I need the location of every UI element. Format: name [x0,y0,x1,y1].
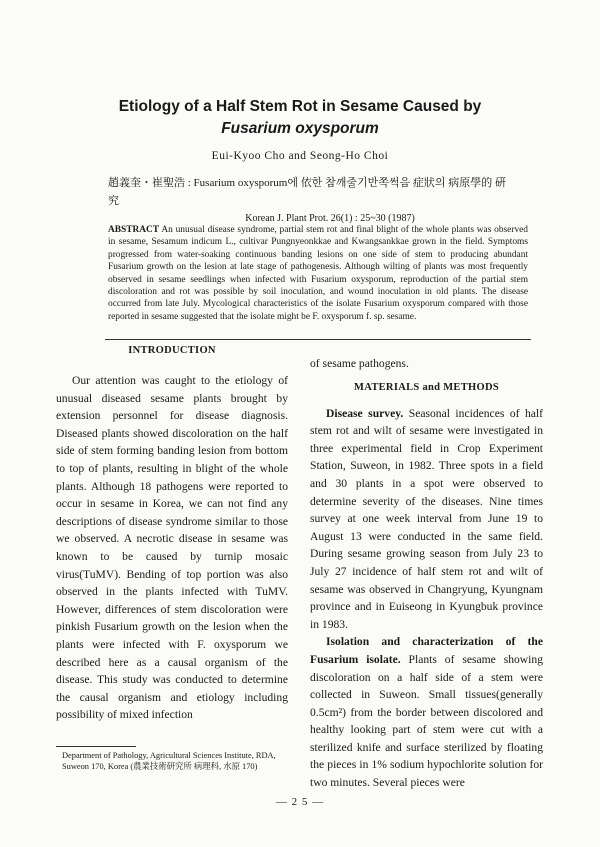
affiliation-footnote: Department of Pathology, Agricultural Sciences Institute, RDA, Suweon 170, Korea (農業技術研究所 病理科, 水原 170) [62,751,276,771]
title-line-2: Fusarium oxysporum [221,120,379,137]
left-column [56,372,288,724]
disease-survey-label: Disease survey. [326,406,404,420]
intro-continuation: of sesame pathogens. [310,357,409,370]
abstract [108,224,528,323]
isolation-text: Plants of sesame showing discoloration on a half side of a stem were collected in Suweon. Small tissues(generally 0.5cm²) from the border between discolored and healthy looking part of stem were cut with a sterilized knife and surface sterilized by floating the pieces in 1% sodium hypochlorite solution for two minutes. Several pieces were [310,652,543,790]
isolation-paragraph [310,633,543,791]
introduction-paragraph: Our attention was caught to the etiology of unusual diseased sesame plants brought by extension personnel for disease diagnosis. Diseased plants showed discoloration on the half side of stem forming banding lesion from bottom to top of plants, resulting in blight of the whole plants. Although 18 pathogens were reported to occur in sesame in Korea, we can not find any descriptions of disease syndrome similar to those we observed. A necrotic disease in sesame was known to be caused by turnip mosaic virus(TuMV). Bending of top portion was also observed in the plants infected with TuMV. However, differences of stem discoloration were pinkish Fusarium growth on the lesion when the plants were infected with F. oxysporum we described here as a causal organism of the disease. This study was conducted to determine the causal organism and etiology including possibility of mixed infection [56,374,288,722]
abstract-divider [105,339,531,340]
right-column [310,355,543,792]
korean-title: 趙義奎・崔聖浩 : Fusarium oxysporum에 依한 참깨줄기반쪽썩음 症狀의 病原學的 硏究 [108,177,506,207]
isolation-label: Isolation and characterization of the Fusarium isolate. [310,635,543,666]
title-line-1: Etiology of a Half Stem Rot in Sesame Caused by [118,98,482,115]
author-names: Eui-Kyoo Cho and Seong-Ho Choi [211,150,389,162]
paper-title [40,96,560,140]
abstract-text: An unusual disease syndrome, partial stem rot and final blight of the whole plants was observed in sesame, Sesamum indicum L., cultivar Pungnyeonkkae and Kwangsankkae grown in the field. Symptoms progressed from water-soaking continuous banding lesions on one side of stem to producing abundant Fusarium growth on the lesion at late stage of pathogenesis. Although wilting of plants was most frequently observed in sesame seedlings when infected with Fusarium oxysporum, reproduction of the partial stem discoloration and rot was possible by soil inoculation, and wound inoculation in old plants. The disease occurred from late July. Mycological characteristics of the isolate Fusarium oxysporum compared with those reported in sesame suggested that the isolate might be F. oxysporum f. sp. sesame. [108,225,528,322]
journal-citation: Korean J. Plant Prot. 26(1) : 25~30 (1987) [245,213,415,224]
abstract-label: ABSTRACT [108,225,160,235]
page-number: — 2 5 — [275,796,325,808]
introduction-heading: INTRODUCTION [128,345,216,356]
footnote-divider [56,746,136,747]
materials-methods-heading: MATERIALS and METHODS [354,382,499,393]
disease-survey-paragraph [310,405,543,634]
disease-survey-text: Seasonal incidences of half stem rot and wilt of sesame were investigated in three experimental field in Crop Experiment Station, Suweon, in 1982. Three spots in a field and 30 plants in a spot were observed to determine severity of the diseases. Nine times survey at one week interval from June 19 to August 13 were conducted in the same field. During sesame growing season from July 23 to July 27 incidence of half stem rot and wilt of sesame was observed in Changryung, Kyungnam province and in Euiseong in Kyungbuk province in 1983. [310,406,543,631]
